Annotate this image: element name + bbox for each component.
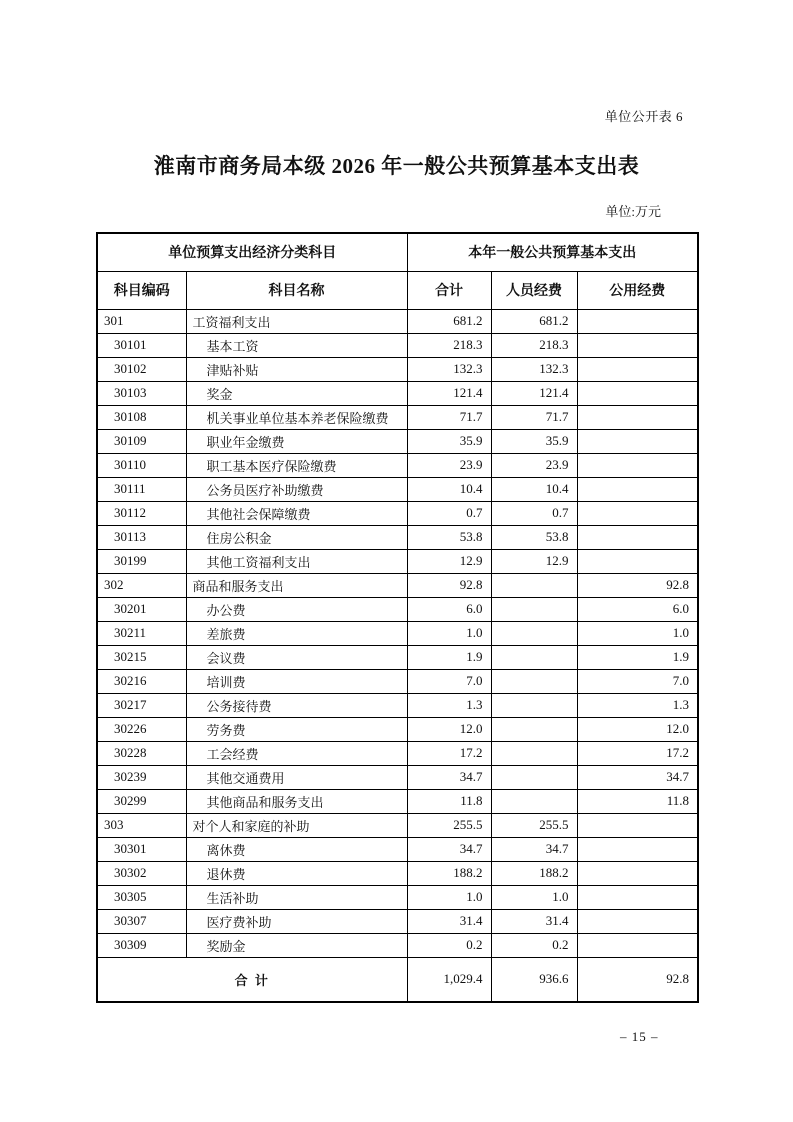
cell-subject-code: 30201: [97, 597, 186, 621]
cell-public: [577, 549, 698, 573]
cell-total: 188.2: [407, 861, 491, 885]
cell-subject-code: 30109: [97, 429, 186, 453]
cell-total: 255.5: [407, 813, 491, 837]
table-row: [97, 741, 698, 765]
cell-personnel: [491, 573, 577, 597]
total-row-label: 合 计: [97, 957, 407, 1002]
page-number: – 15 –: [620, 1029, 659, 1044]
cell-subject-code: 30103: [97, 381, 186, 405]
cell-subject-code: 30102: [97, 357, 186, 381]
cell-public: [577, 525, 698, 549]
cell-public: [577, 813, 698, 837]
cell-subject-code: 30216: [97, 669, 186, 693]
cell-subject-code: 30108: [97, 405, 186, 429]
cell-total: 12.0: [407, 717, 491, 741]
cell-public: [577, 501, 698, 525]
cell-personnel: 31.4: [491, 909, 577, 933]
cell-personnel: 0.2: [491, 933, 577, 957]
cell-public: 12.0: [577, 717, 698, 741]
cell-subject-code: 30305: [97, 885, 186, 909]
cell-subject-name: 住房公积金: [186, 525, 407, 549]
total-row-public: 92.8: [577, 957, 698, 1002]
cell-public: 11.8: [577, 789, 698, 813]
table-row: [97, 333, 698, 357]
cell-subject-code: 30101: [97, 333, 186, 357]
unit-note: 单位:万元: [605, 204, 661, 219]
budget-table: [96, 232, 699, 1003]
cell-subject-code: 30301: [97, 837, 186, 861]
total-row: [97, 957, 698, 1002]
table-row: [97, 525, 698, 549]
cell-subject-name: 职业年金缴费: [186, 429, 407, 453]
cell-subject-code: 30299: [97, 789, 186, 813]
header-group-row: [97, 233, 698, 271]
cell-total: 218.3: [407, 333, 491, 357]
cell-public: [577, 405, 698, 429]
cell-subject-code: 30226: [97, 717, 186, 741]
cell-subject-code: 30211: [97, 621, 186, 645]
table-row: [97, 645, 698, 669]
cell-subject-code: 30215: [97, 645, 186, 669]
cell-subject-name: 工资福利支出: [186, 309, 407, 333]
cell-personnel: 12.9: [491, 549, 577, 573]
cell-subject-code: 302: [97, 573, 186, 597]
cell-subject-name: 医疗费补助: [186, 909, 407, 933]
cell-total: 92.8: [407, 573, 491, 597]
cell-public: [577, 909, 698, 933]
cell-personnel: [491, 597, 577, 621]
cell-public: 1.9: [577, 645, 698, 669]
cell-personnel: 34.7: [491, 837, 577, 861]
cell-subject-name: 津贴补贴: [186, 357, 407, 381]
column-header-public: 公用经费: [577, 271, 698, 309]
cell-subject-name: 商品和服务支出: [186, 573, 407, 597]
cell-subject-code: 30307: [97, 909, 186, 933]
cell-personnel: 53.8: [491, 525, 577, 549]
cell-personnel: 188.2: [491, 861, 577, 885]
table-row: [97, 789, 698, 813]
table-row: [97, 405, 698, 429]
cell-public: 34.7: [577, 765, 698, 789]
cell-public: [577, 333, 698, 357]
cell-subject-name: 退休费: [186, 861, 407, 885]
cell-public: 1.0: [577, 621, 698, 645]
column-header-personnel: 人员经费: [491, 271, 577, 309]
table-footer: [97, 957, 698, 1002]
cell-personnel: 681.2: [491, 309, 577, 333]
cell-public: 7.0: [577, 669, 698, 693]
cell-total: 10.4: [407, 477, 491, 501]
cell-subject-code: 30228: [97, 741, 186, 765]
cell-subject-code: 30199: [97, 549, 186, 573]
cell-total: 1.0: [407, 621, 491, 645]
cell-personnel: [491, 693, 577, 717]
cell-personnel: 1.0: [491, 885, 577, 909]
cell-total: 6.0: [407, 597, 491, 621]
cell-total: 34.7: [407, 837, 491, 861]
cell-personnel: 0.7: [491, 501, 577, 525]
cell-total: 7.0: [407, 669, 491, 693]
cell-total: 17.2: [407, 741, 491, 765]
cell-public: 1.3: [577, 693, 698, 717]
cell-subject-name: 其他工资福利支出: [186, 549, 407, 573]
cell-total: 0.2: [407, 933, 491, 957]
cell-public: 92.8: [577, 573, 698, 597]
cell-total: 681.2: [407, 309, 491, 333]
table-row: [97, 933, 698, 957]
cell-total: 11.8: [407, 789, 491, 813]
column-header-name: 科目名称: [186, 271, 407, 309]
cell-subject-code: 30217: [97, 693, 186, 717]
cell-subject-code: 30302: [97, 861, 186, 885]
cell-personnel: [491, 789, 577, 813]
cell-subject-name: 培训费: [186, 669, 407, 693]
cell-total: 34.7: [407, 765, 491, 789]
cell-personnel: [491, 645, 577, 669]
cell-total: 35.9: [407, 429, 491, 453]
table-body: [97, 309, 698, 957]
cell-total: 1.3: [407, 693, 491, 717]
table-row: [97, 813, 698, 837]
cell-subject-name: 其他商品和服务支出: [186, 789, 407, 813]
cell-subject-name: 基本工资: [186, 333, 407, 357]
table-row: [97, 837, 698, 861]
table-row: [97, 885, 698, 909]
cell-public: [577, 477, 698, 501]
cell-subject-name: 工会经费: [186, 741, 407, 765]
cell-public: [577, 933, 698, 957]
header-budget-group: 本年一般公共预算基本支出: [407, 233, 698, 271]
cell-subject-code: 301: [97, 309, 186, 333]
cell-subject-name: 办公费: [186, 597, 407, 621]
table-row: [97, 429, 698, 453]
cell-public: [577, 453, 698, 477]
cell-personnel: 35.9: [491, 429, 577, 453]
cell-personnel: 121.4: [491, 381, 577, 405]
cell-personnel: 10.4: [491, 477, 577, 501]
header-columns-row: [97, 271, 698, 309]
cell-public: [577, 837, 698, 861]
table-row: [97, 357, 698, 381]
table-row: [97, 861, 698, 885]
cell-public: 6.0: [577, 597, 698, 621]
cell-public: [577, 861, 698, 885]
table-row: [97, 453, 698, 477]
cell-personnel: 132.3: [491, 357, 577, 381]
table-row: [97, 477, 698, 501]
cell-total: 0.7: [407, 501, 491, 525]
cell-total: 23.9: [407, 453, 491, 477]
cell-personnel: [491, 669, 577, 693]
doc-label: 单位公开表 6: [604, 109, 683, 124]
column-header-total: 合计: [407, 271, 491, 309]
cell-personnel: 255.5: [491, 813, 577, 837]
cell-total: 1.9: [407, 645, 491, 669]
cell-subject-name: 离休费: [186, 837, 407, 861]
cell-total: 121.4: [407, 381, 491, 405]
cell-public: [577, 357, 698, 381]
cell-subject-code: 30112: [97, 501, 186, 525]
cell-personnel: 23.9: [491, 453, 577, 477]
cell-subject-code: 30111: [97, 477, 186, 501]
table-row: [97, 381, 698, 405]
column-header-code: 科目编码: [97, 271, 186, 309]
cell-subject-name: 公务员医疗补助缴费: [186, 477, 407, 501]
table-row: [97, 621, 698, 645]
cell-personnel: [491, 717, 577, 741]
cell-total: 31.4: [407, 909, 491, 933]
cell-subject-code: 30110: [97, 453, 186, 477]
cell-subject-name: 奖励金: [186, 933, 407, 957]
cell-total: 12.9: [407, 549, 491, 573]
cell-subject-name: 机关事业单位基本养老保险缴费: [186, 405, 407, 429]
table-row: [97, 501, 698, 525]
total-row-personnel: 936.6: [491, 957, 577, 1002]
cell-total: 1.0: [407, 885, 491, 909]
cell-public: [577, 429, 698, 453]
cell-subject-name: 其他社会保障缴费: [186, 501, 407, 525]
cell-total: 71.7: [407, 405, 491, 429]
table-row: [97, 909, 698, 933]
cell-personnel: [491, 765, 577, 789]
table-row: [97, 693, 698, 717]
cell-total: 53.8: [407, 525, 491, 549]
cell-subject-name: 生活补助: [186, 885, 407, 909]
cell-subject-name: 奖金: [186, 381, 407, 405]
cell-total: 132.3: [407, 357, 491, 381]
cell-personnel: 71.7: [491, 405, 577, 429]
table-row: [97, 309, 698, 333]
cell-subject-name: 差旅费: [186, 621, 407, 645]
cell-personnel: 218.3: [491, 333, 577, 357]
cell-public: [577, 309, 698, 333]
page-title: 淮南市商务局本级 2026 年一般公共预算基本支出表: [153, 154, 640, 178]
cell-personnel: [491, 741, 577, 765]
cell-subject-code: 303: [97, 813, 186, 837]
cell-subject-code: 30239: [97, 765, 186, 789]
header-classification-group: 单位预算支出经济分类科目: [97, 233, 407, 271]
cell-personnel: [491, 621, 577, 645]
cell-public: [577, 885, 698, 909]
table-header: [97, 233, 698, 309]
cell-subject-code: 30113: [97, 525, 186, 549]
table-row: [97, 717, 698, 741]
table-row: [97, 573, 698, 597]
cell-subject-name: 会议费: [186, 645, 407, 669]
cell-subject-name: 其他交通费用: [186, 765, 407, 789]
cell-public: [577, 381, 698, 405]
table-row: [97, 765, 698, 789]
cell-subject-code: 30309: [97, 933, 186, 957]
cell-subject-name: 公务接待费: [186, 693, 407, 717]
total-row-total: 1,029.4: [407, 957, 491, 1002]
table-row: [97, 549, 698, 573]
cell-subject-name: 对个人和家庭的补助: [186, 813, 407, 837]
cell-subject-name: 劳务费: [186, 717, 407, 741]
cell-subject-name: 职工基本医疗保险缴费: [186, 453, 407, 477]
table-row: [97, 669, 698, 693]
cell-public: 17.2: [577, 741, 698, 765]
table-row: [97, 597, 698, 621]
